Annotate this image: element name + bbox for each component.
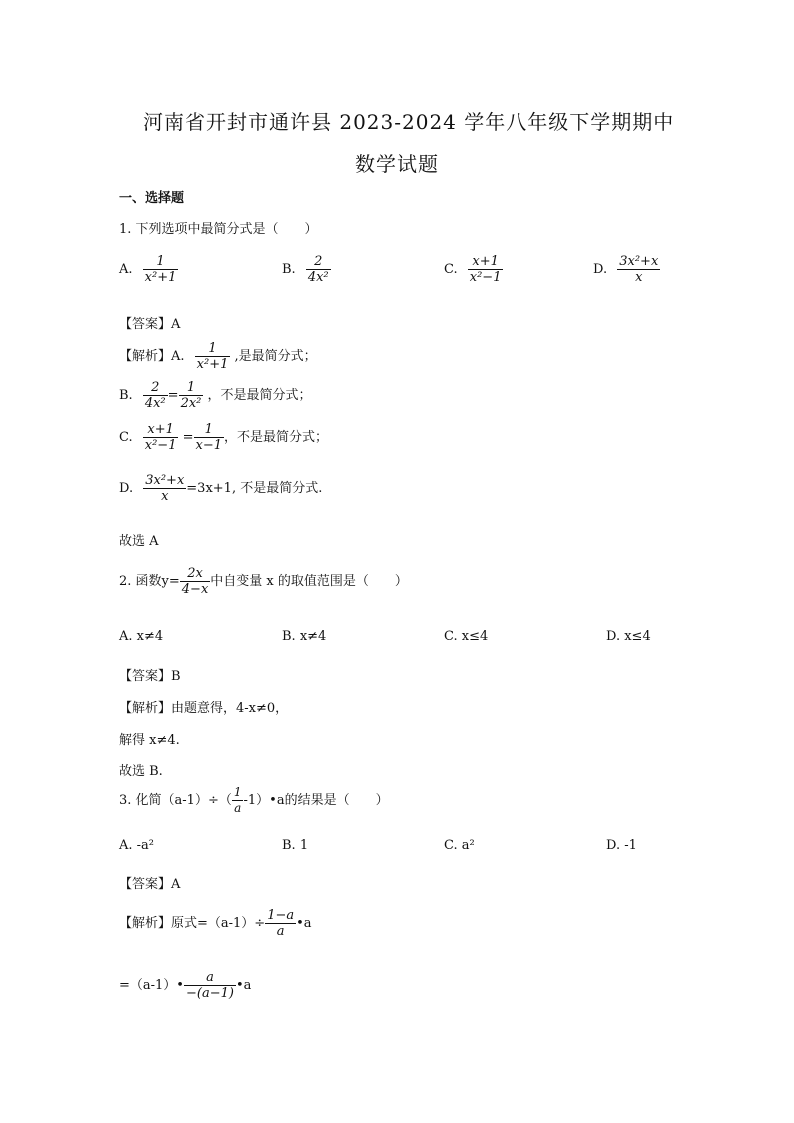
q2-conclusion: 故选 B. bbox=[119, 764, 163, 779]
analysis-text: ,是最简分式； bbox=[234, 349, 317, 364]
option-label: D. bbox=[593, 262, 608, 277]
analysis-text: •a bbox=[296, 916, 312, 931]
fraction bbox=[468, 254, 504, 285]
q1-stem: 1. 下列选项中最简分式是（ ） bbox=[119, 222, 318, 237]
analysis-text: =（a-1）• bbox=[119, 978, 184, 993]
option-label: A. bbox=[119, 262, 133, 277]
q2-answer: 【答案】B bbox=[119, 669, 181, 684]
numerator: 1 bbox=[233, 785, 242, 799]
q2-stem bbox=[119, 566, 408, 597]
fraction bbox=[306, 254, 331, 285]
denominator: x²+1 bbox=[196, 357, 229, 372]
fraction bbox=[143, 422, 179, 453]
fraction bbox=[195, 341, 231, 372]
q1-answer: 【答案】A bbox=[119, 317, 181, 332]
option-label: C. bbox=[444, 262, 458, 277]
denominator: −(a−1) bbox=[185, 986, 234, 1001]
q2-solution: 解得 x≠4. bbox=[119, 733, 180, 748]
q2-option-d: D. x≤4 bbox=[606, 629, 651, 644]
denominator: x bbox=[161, 489, 169, 504]
denominator: 2x² bbox=[180, 396, 202, 411]
q1-conclusion: 故选 A bbox=[119, 534, 159, 549]
q1-analysis-a bbox=[119, 341, 317, 372]
numerator: 1 bbox=[195, 341, 231, 357]
numerator: 1 bbox=[143, 254, 179, 270]
numerator: 1−a bbox=[267, 908, 295, 923]
fraction bbox=[617, 254, 660, 285]
numerator: 2x bbox=[180, 566, 211, 582]
doc-title-line1: 河南省开封市通许县 2023-2024 学年八年级下学期期中 bbox=[143, 110, 675, 134]
denominator: x²+1 bbox=[144, 270, 177, 285]
q3-answer: 【答案】A bbox=[119, 877, 181, 892]
numerator: x+1 bbox=[468, 254, 504, 270]
numerator: 1 bbox=[194, 422, 225, 438]
denominator: x−1 bbox=[195, 438, 223, 453]
q3-stem bbox=[119, 785, 389, 816]
q1-analysis-d bbox=[119, 473, 322, 504]
q1-option-d bbox=[593, 254, 660, 285]
q2-option-b: B. x≠4 bbox=[282, 629, 327, 644]
section-heading: 一、选择题 bbox=[119, 191, 185, 206]
numerator: x+1 bbox=[143, 422, 179, 438]
q2-option-c: C. x≤4 bbox=[444, 629, 489, 644]
numerator: 1 bbox=[179, 380, 204, 396]
q3-analysis bbox=[119, 908, 312, 939]
denominator: x²−1 bbox=[144, 438, 177, 453]
option-label: B. bbox=[282, 262, 296, 277]
q1-option-c bbox=[444, 254, 503, 285]
numerator: 3x²+x bbox=[145, 473, 185, 488]
q2-option-a: A. x≠4 bbox=[119, 629, 164, 644]
stem-text: 2. 函数y= bbox=[119, 574, 180, 589]
denominator: 4x² bbox=[307, 270, 329, 285]
analysis-text: •a bbox=[235, 978, 252, 993]
stem-text: -1）•a的结果是（ ） bbox=[243, 793, 389, 808]
fraction bbox=[143, 473, 186, 504]
fraction bbox=[143, 380, 168, 411]
option-label: C. bbox=[119, 430, 133, 445]
analysis-label: 【解析】A. bbox=[119, 349, 185, 364]
option-label: D. bbox=[119, 481, 134, 496]
q1-analysis-b bbox=[119, 380, 312, 411]
denominator: a bbox=[234, 801, 242, 815]
analysis-text: =3x+1, 不是最简分式. bbox=[186, 481, 323, 496]
doc-title-line2: 数学试题 bbox=[355, 152, 439, 176]
denominator: 4x² bbox=[144, 396, 166, 411]
option-label: B. bbox=[119, 388, 133, 403]
q3-analysis-step2 bbox=[119, 970, 251, 1001]
q2-analysis: 【解析】由题意得，4-x≠0， bbox=[119, 701, 289, 716]
fraction bbox=[194, 422, 225, 453]
q3-option-c: C. a² bbox=[444, 838, 475, 853]
equals-sign: = bbox=[167, 388, 179, 403]
denominator: x bbox=[635, 270, 643, 285]
fraction bbox=[143, 254, 179, 285]
equals-sign: = bbox=[182, 430, 194, 445]
numerator: 2 bbox=[143, 380, 168, 396]
fraction bbox=[180, 566, 211, 597]
numerator: 2 bbox=[306, 254, 331, 270]
denominator: 4−x bbox=[181, 582, 209, 597]
analysis-text: ，不是最简分式； bbox=[224, 430, 329, 445]
numerator: a bbox=[184, 970, 236, 986]
q3-option-b: B. 1 bbox=[282, 838, 309, 853]
q1-analysis-c bbox=[119, 422, 328, 453]
q1-option-a bbox=[119, 254, 178, 285]
stem-text: 3. 化简（a-1）÷（ bbox=[119, 793, 232, 808]
q1-option-b bbox=[282, 254, 331, 285]
stem-text: 中自变量 x 的取值范围是（ ） bbox=[210, 574, 408, 589]
fraction bbox=[184, 970, 236, 1001]
fraction bbox=[179, 380, 204, 411]
denominator: a bbox=[276, 924, 285, 939]
fraction bbox=[232, 785, 244, 816]
analysis-text: 【解析】原式=（a-1）÷ bbox=[119, 916, 266, 931]
fraction bbox=[265, 908, 296, 939]
q3-option-a: A. -a² bbox=[119, 838, 155, 853]
q3-option-d: D. -1 bbox=[606, 838, 637, 853]
numerator: 3x²+x bbox=[619, 254, 659, 269]
analysis-text: ，不是最简分式； bbox=[207, 388, 312, 403]
denominator: x²−1 bbox=[469, 270, 502, 285]
